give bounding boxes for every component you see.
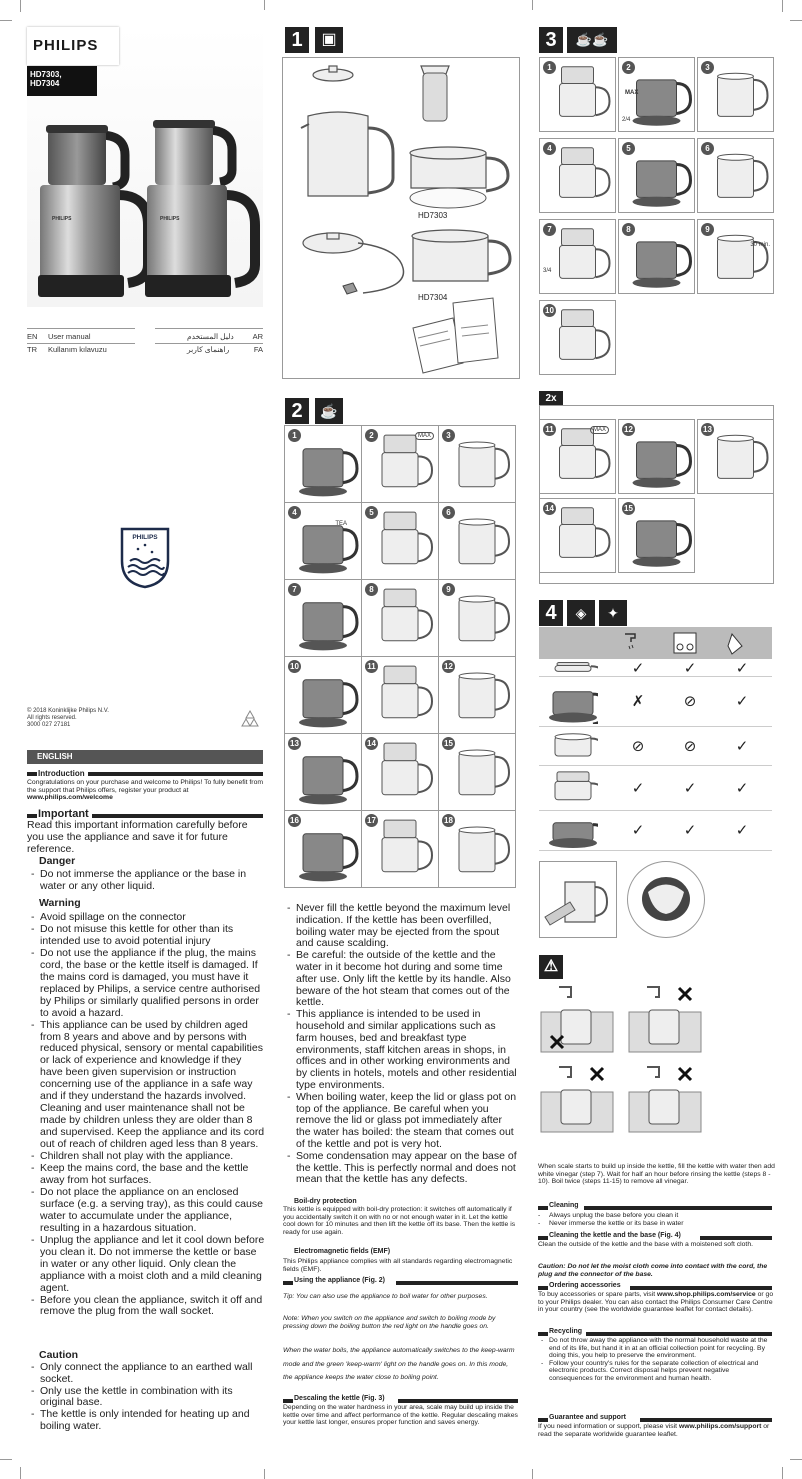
english-section-tab: ENGLISH — [27, 750, 263, 764]
recycling-heading: Recycling — [549, 1328, 583, 1335]
step-number: 9 — [701, 223, 714, 236]
fig4-clean-icon: ✦ — [599, 600, 627, 626]
danger-item: - Do not immerse the appliance or the base in water or any other liquid. — [31, 868, 247, 892]
lang-label-tr: Kullanım kılavuzu — [48, 345, 107, 354]
caution-item: - Only use the kettle in combination with its original base. — [31, 1384, 233, 1409]
cross-icon — [591, 1068, 603, 1080]
warning-item: - Unplug the appliance and let it cool down before you clean it. Do not immerse the kettle or base in water or any other liquid. Only clean the appliance with a moist cloth and a mild cleaning agent. — [31, 1233, 265, 1294]
guarantee-rule-right — [640, 1418, 772, 1422]
intro-link[interactable]: www.philips.com/welcome — [27, 794, 113, 802]
fig3-badge: 3 — [539, 27, 563, 53]
fig1-parts-drawing — [283, 58, 519, 378]
fig4-mark: ✓ — [735, 658, 749, 677]
step-number: 6 — [442, 506, 455, 519]
step-number: 8 — [365, 583, 378, 596]
fig2-step-16 — [284, 810, 362, 888]
warning-illustration-1 — [539, 982, 615, 1056]
dishwasher-icon — [674, 633, 696, 653]
fig3-level-24: 2/4 — [622, 117, 631, 123]
guarantee-heading: Guarantee and support — [549, 1414, 627, 1421]
recycling-item: - Follow your country's rules for the separate collection of electrical and electronic products. Correct disposal helps prevent negative consequences for the environment and human health. — [541, 1359, 759, 1382]
step-number: 14 — [365, 737, 378, 750]
step-number: 1 — [288, 429, 301, 442]
ordering-rule-left — [538, 1286, 548, 1290]
step-number: 2 — [365, 429, 378, 442]
fig3-step-4 — [539, 138, 616, 213]
copyright-block — [27, 708, 109, 729]
fig2-step-6 — [438, 502, 516, 580]
lang-code-ar: AR — [252, 332, 263, 341]
fig3-max-label: MAX — [625, 90, 639, 96]
fig4-row-divider — [539, 850, 772, 851]
ordering-text-1: To buy accessories or spare parts, visit — [538, 1291, 657, 1298]
warning-sign-icon: ⚠ — [539, 955, 563, 979]
step-number: 5 — [365, 506, 378, 519]
cleanbase-rule-right — [700, 1236, 772, 1240]
guarantee-body — [538, 1423, 776, 1438]
ordering-body — [538, 1291, 776, 1314]
step-number: 11 — [365, 660, 378, 673]
boildry-heading: Boil-dry protection — [294, 1198, 357, 1205]
descale-rule-left — [283, 1399, 293, 1403]
fig3-step-10 — [539, 300, 616, 375]
step-number: 9 — [442, 583, 455, 596]
cleanbase-heading: Cleaning the kettle and the base (Fig. 4) — [549, 1232, 681, 1239]
fig3-step-9 — [697, 219, 774, 294]
fig2-step-14 — [361, 733, 439, 811]
guarantee-link[interactable]: www.philips.com/support — [678, 1423, 762, 1430]
cleanbase-rule-left — [538, 1236, 548, 1240]
lang-rule-3 — [27, 343, 135, 344]
using-tip: Tip: You can also use the appliance to boil water for other purposes. — [283, 1293, 488, 1300]
step-number: 7 — [288, 583, 301, 596]
svg-text:PHILIPS: PHILIPS — [52, 216, 72, 222]
step-number: 5 — [622, 142, 635, 155]
fig4-mark: ⊘ — [683, 736, 697, 755]
step-number: 6 — [701, 142, 714, 155]
fig4-mark: ✓ — [631, 778, 645, 797]
lang-code-tr: TR — [27, 345, 37, 354]
caution-list — [31, 1362, 265, 1433]
fig2-icon: ☕ — [315, 398, 343, 424]
fig4-badge: 4 — [539, 600, 563, 626]
cleaning-list — [538, 1212, 774, 1227]
fig3-step-3 — [697, 57, 774, 132]
cleaning-rule-right — [584, 1206, 772, 1210]
ordering-heading: Ordering accessories — [549, 1282, 621, 1289]
col2-item: - Never fill the kettle beyond the maximum level indication. If the kettle has been overfilled, boiling water may be ejected from the spout and cause scalding. — [287, 902, 511, 950]
step-number: 14 — [543, 502, 556, 515]
step-number: 2 — [622, 61, 635, 74]
step-number: 17 — [365, 814, 378, 827]
recycling-rule-left — [538, 1332, 548, 1336]
fig2-step-7 — [284, 579, 362, 657]
guarantee-text-2: or read the separate worldwide guarantee leaflet. — [538, 1423, 770, 1438]
fig4-part-2 — [548, 678, 598, 724]
fig2-step-3 — [438, 425, 516, 503]
cleanbase-body: Clean the outside of the kettle and the base with a moistened soft cloth. — [538, 1241, 753, 1248]
warning-item: - Avoid spillage on the connector — [31, 911, 186, 923]
lang-label-fa: راهنمای کاربر — [187, 345, 230, 354]
ordering-link[interactable]: www.shop.philips.com/service — [657, 1291, 756, 1298]
step-number: 15 — [442, 737, 455, 750]
recycle-icon — [240, 710, 260, 728]
fig4-cloth-icon: ◈ — [567, 600, 595, 626]
copyright-line-3: 3000 027 27181 — [27, 722, 71, 728]
intro-rule-right — [88, 772, 263, 776]
fig4-mark: ✗ — [631, 692, 645, 710]
using-note1: Note: When you switch on the appliance and switch to boiling mode by pressing down the boiling button the red light on the handle goes on. — [283, 1315, 496, 1330]
fig3-step-8 — [618, 219, 695, 294]
warning-item: - Do not misuse this kettle for other than its intended use to avoid potential injury — [31, 922, 234, 947]
intro-text: Congratulations on your purchase and welcome to Philips! To fully benefit from the support that Philips offers, register your product at — [27, 779, 264, 794]
cleaning-item: - Always unplug the base before you clean it — [538, 1212, 679, 1219]
warning-item: - Children shall not play with the appliance. — [31, 1150, 234, 1163]
step-number: 13 — [701, 423, 714, 436]
fig2-step-1 — [284, 425, 362, 503]
brand-logo — [27, 27, 119, 65]
twox-step-5 — [618, 498, 695, 573]
cleanbase-caution: Caution: Do not let the moist cloth come into contact with the cord, the plug and the connector of the base. — [538, 1263, 768, 1278]
fig3-step-1 — [539, 57, 616, 132]
emf-body: This Philips appliance complies with all standards regarding electromagnetic fields (EMF). — [283, 1258, 513, 1273]
col2-item: - This appliance is intended to be used in household and similar applications such as farm houses, bed and breakfast type environments, staff kitchen areas in shops, in offices and in other working environments and by clients in hotels, motels and other residential type environments. — [287, 1008, 517, 1091]
fig2-step-12 — [438, 656, 516, 734]
using-rule-left — [283, 1281, 293, 1285]
fig2-badge: 2 — [285, 398, 309, 424]
copyright-line-2: All rights reserved. — [27, 715, 77, 721]
step-number: 8 — [622, 223, 635, 236]
fig4-mark: ✓ — [735, 821, 749, 839]
step-number: 13 — [288, 737, 301, 750]
twox-step-3 — [697, 419, 774, 494]
lang-label-ar: دليل المستخدم — [187, 332, 234, 341]
important-rule-left — [27, 814, 37, 818]
cleaning-heading: Cleaning — [549, 1202, 579, 1209]
fig4-mark: ⊘ — [683, 692, 697, 710]
warning-item: - Before you clean the appliance, switch it off and remove the plug from the wall socket. — [31, 1293, 263, 1318]
kettle-body-left — [40, 185, 120, 280]
recycling-rule-right — [586, 1332, 772, 1336]
fig2-step-17 — [361, 810, 439, 888]
lang-row-tr — [27, 345, 263, 357]
caution-item: - The kettle is only intended for heating up and boiling water. — [31, 1408, 250, 1432]
fig2-step-4 — [284, 502, 362, 580]
model-hd7303: HD7303, — [30, 70, 62, 79]
copyright-line-1: © 2018 Koninklijke Philips N.V. — [27, 708, 109, 714]
fig2-step-18 — [438, 810, 516, 888]
boildry-body: This kettle is equipped with boil-dry protection: it switches off automatically if you accidentally switch it on with no or not enough water in it. Let the kettle cool down for 10 minutes and then lift the kettle off its base. Then the kettle is ready for use again. — [283, 1206, 516, 1236]
step-number: 3 — [442, 429, 455, 442]
kettle-handle-right — [225, 195, 255, 283]
intro-rule-left — [27, 772, 37, 776]
fig4-extra-2 — [627, 861, 705, 938]
twox-badge: 2x — [539, 391, 563, 406]
fig4-mark: ⊘ — [631, 736, 645, 755]
fig4-row-divider — [539, 810, 772, 811]
fig2-step-10 — [284, 656, 362, 734]
fig4-row-divider — [539, 726, 772, 727]
model-hd7304: HD7304 — [30, 79, 60, 88]
step-number: 16 — [288, 814, 301, 827]
fig1-label-hd7304: HD7304 — [418, 293, 448, 302]
tap-icon — [625, 634, 635, 649]
fig4-part-5 — [548, 812, 598, 848]
descale-continued: When scale starts to build up inside the kettle, fill the kettle with water then add white vinegar (step 7). Wait for half an hour before rinsing the kettle (steps 8 - 10). Boil twice (steps 11-15) to remove all vinegar. — [538, 1163, 775, 1186]
cleaning-rule-left — [538, 1206, 548, 1210]
warning-item: - Keep the mains cord, the base and the kettle away from hot surfaces. — [31, 1162, 249, 1186]
step-number: 1 — [543, 61, 556, 74]
fig2-step-2 — [361, 425, 439, 503]
svg-text:PHILIPS: PHILIPS — [160, 216, 180, 222]
important-heading: Important — [38, 808, 89, 820]
fig4-extra-1 — [539, 861, 617, 938]
step-number: 15 — [622, 502, 635, 515]
kettle-handle-left — [118, 195, 148, 283]
fig2-step-15 — [438, 733, 516, 811]
brand-wordmark: PHILIPS — [33, 37, 99, 54]
fig2-tea-label: TEA — [335, 521, 347, 527]
step-number: 4 — [288, 506, 301, 519]
fig3-step-5 — [618, 138, 695, 213]
philips-shield-icon — [120, 527, 170, 589]
ordering-text-2: or go to your Philips dealer. You can also contact the Philips Consumer Care Centre in your country (see the worldwide guarantee leaflet for contact details). — [538, 1291, 774, 1314]
teapot-steel-right — [155, 125, 213, 185]
guarantee-text-1: If you need information or support, please visit — [538, 1423, 679, 1430]
fig4-part-1 — [548, 661, 598, 674]
fig2-max-label: MAX — [415, 432, 434, 440]
warning-item: - This appliance can be used by children aged from 8 years and above and by persons with reduced physical, sensory or mental capabilities or lack of experience and knowledge if they have been given supervision or instruction concerning use of the appliance in a safe way and if they understand the hazards involved. Cleaning and user maintenance shall not be made by children unless they are older than 8 and supervised. Keep the appliance and its cord out of reach of children aged less than 8 years. — [31, 1018, 265, 1151]
guarantee-rule-left — [538, 1418, 548, 1422]
step-number: 7 — [543, 223, 556, 236]
col2-item: - When boiling water, keep the lid or glass pot on top of the appliance. Be careful when you remove the lid or glass pot immediately after the water has boiled: the steam that comes out of the kettle and pot is very hot. — [287, 1090, 517, 1150]
fig3-time: 30 min. — [750, 242, 770, 248]
step-number: 12 — [622, 423, 635, 436]
warning-illustration-4 — [627, 1062, 703, 1136]
fig3-step-6 — [697, 138, 774, 213]
kettle-body-right — [147, 185, 227, 280]
product-photo — [30, 120, 260, 310]
step-number: 10 — [543, 304, 556, 317]
twox-step-1 — [539, 419, 616, 494]
step-number: 11 — [543, 423, 556, 436]
fig2-step-13 — [284, 733, 362, 811]
fig1-panel — [282, 57, 520, 379]
fig4-mark: ✓ — [683, 821, 697, 839]
fig4-mark: ✓ — [631, 658, 645, 677]
danger-heading: Danger — [39, 855, 76, 867]
col2-warning-list — [287, 903, 517, 1186]
fig3-level-34: 3/4 — [543, 268, 552, 274]
fig4-part-3 — [548, 728, 598, 763]
using-rule-right — [396, 1281, 518, 1285]
warning-list — [31, 912, 265, 1318]
emf-heading: Electromagnetic fields (EMF) — [294, 1248, 391, 1255]
fig4-mark: ✓ — [683, 658, 697, 677]
using-heading: Using the appliance (Fig. 2) — [294, 1277, 386, 1284]
cloth-icon — [728, 634, 742, 654]
step-number: 18 — [442, 814, 455, 827]
intro-heading: Introduction — [38, 769, 85, 778]
descale-heading: Descaling the kettle (Fig. 3) — [294, 1395, 385, 1402]
intro-body — [27, 779, 265, 802]
twox-step-4 — [539, 498, 616, 573]
warning-item: - Do not place the appliance on an enclosed surface (e.g. a serving tray), as this could cause water to accumulate under the appliance, resulting in a hazardous situation. — [31, 1185, 263, 1234]
step-number: 4 — [543, 142, 556, 155]
warning-illustration-2 — [627, 982, 703, 1056]
fig1-icon: ▣ — [315, 27, 343, 53]
fig1-label-hd7303: HD7303 — [418, 211, 448, 220]
fig3-icon: ☕☕ — [567, 27, 617, 53]
teapot-glass-left — [48, 130, 106, 185]
step-number: 12 — [442, 660, 455, 673]
recycling-list — [541, 1337, 773, 1383]
descale-body: Depending on the water hardness in your area, scale may build up inside the kettle over time and affect performance of the kettle. Regular descaling makes your kettle last longer, ensures proper function and saves energy. — [283, 1404, 518, 1427]
fig4-mark: ✓ — [683, 778, 697, 797]
caution-item: - Only connect the appliance to an earthed wall socket. — [31, 1361, 253, 1385]
svg-text:PHILIPS: PHILIPS — [132, 534, 158, 541]
fig1-badge: 1 — [285, 27, 309, 53]
fig2-step-5 — [361, 502, 439, 580]
ordering-rule-right — [630, 1286, 772, 1290]
step-number: 3 — [701, 61, 714, 74]
cross-icon — [679, 988, 691, 1000]
fig4-mark: ✓ — [735, 778, 749, 797]
lang-label-en: User manual — [48, 332, 91, 341]
model-numbers — [30, 70, 62, 88]
important-body: Read this important information carefully before you use the appliance and save it for future reference. — [27, 819, 248, 855]
fig3-step-7 — [539, 219, 616, 294]
cross-icon — [679, 1068, 691, 1080]
fig4-mark: ✓ — [735, 736, 749, 755]
lang-rule-2 — [155, 328, 263, 329]
warning-heading: Warning — [39, 897, 81, 909]
step-number: 10 — [288, 660, 301, 673]
lang-rule-1 — [27, 328, 135, 329]
cleaning-item: - Never immerse the kettle or its base in water — [538, 1219, 684, 1227]
lang-code-en: EN — [27, 332, 38, 341]
danger-list — [31, 869, 261, 893]
fig2-step-11 — [361, 656, 439, 734]
fig4-part-4 — [548, 767, 598, 808]
fig2-step-8 — [361, 579, 439, 657]
using-note2: When the water boils, the appliance automatically switches to the keep-warm mode and the green 'keep-warm' light on the handle goes on. In this mode, the appliance keeps the water close to boiling point. — [283, 1347, 515, 1381]
warning-illustration-3 — [539, 1062, 615, 1136]
fig4-header-icons — [610, 630, 770, 656]
caution-heading: Caution — [39, 1349, 79, 1361]
important-rule-right — [92, 814, 263, 818]
fig4-mark: ✓ — [631, 821, 645, 839]
col2-item: - Be careful: the outside of the kettle and the water in it become hot during and some time after use. Only lift the kettle by its handle. Also beware of the hot steam that comes out of the kettle. — [287, 949, 511, 1009]
twox-step-2 — [618, 419, 695, 494]
col2-item: - Some condensation may appear on the base of the kettle. This is perfectly normal and does not mean that the kettle has any defects. — [287, 1149, 517, 1186]
lang-code-fa: FA — [253, 345, 263, 354]
twox-max-label: MAX — [590, 426, 609, 434]
fig4-row-divider — [539, 765, 772, 766]
fig2-step-9 — [438, 579, 516, 657]
fig4-mark: ✓ — [735, 692, 749, 710]
recycling-item: - Do not throw away the appliance with the normal household waste at the end of its life, but hand it in at an official collection point for recycling. By doing this, you help to preserve the environment. — [541, 1337, 768, 1360]
lang-rule-4 — [155, 343, 263, 344]
descale-rule-right — [398, 1399, 518, 1403]
warning-item: - Do not use the appliance if the plug, the mains cord, the base or the kettle itself is damaged. If the mains cord is damaged, you must have it replaced by Philips, a service centre authorised by Philips or similarly qualified persons in order to avoid a hazard. — [31, 946, 261, 1019]
